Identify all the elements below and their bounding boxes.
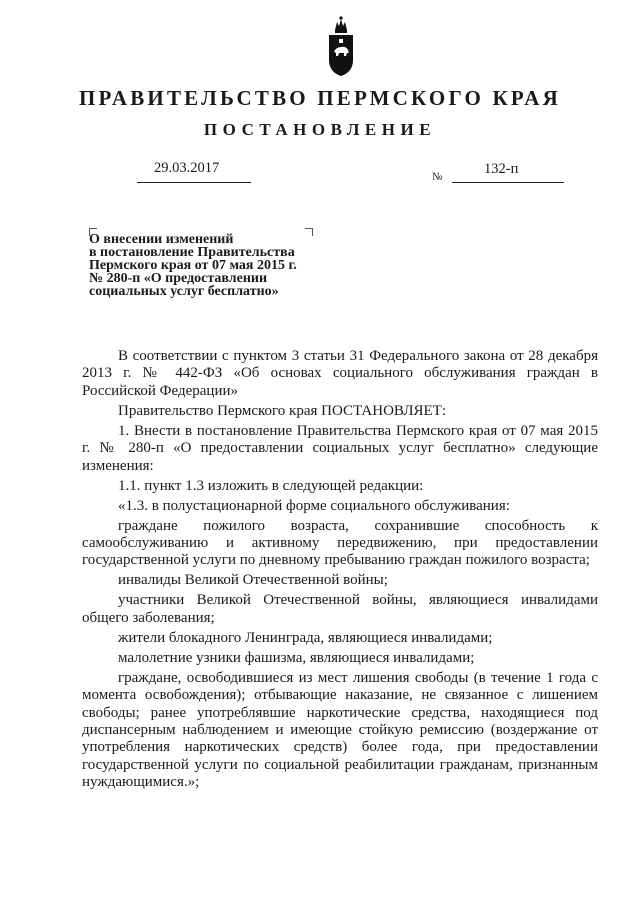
body-paragraph-elderly: граждане пожилого возраста, сохранившие способность к самообслуживанию и активному передвижению, при предоставлении государственной услуги по дневному пребыванию граждан пожилого возраста;	[82, 517, 598, 569]
document-subject	[89, 233, 319, 298]
document-body	[82, 348, 598, 792]
subject-line: Пермского края от 07 мая 2015 г.	[89, 258, 297, 273]
body-paragraph-war-participants: участники Великой Отечественной войны, являющиеся инвалидами общего заболевания;	[82, 592, 598, 626]
body-paragraph-resolution: Правительство Пермского края ПОСТАНОВЛЯЕТ:	[118, 402, 447, 419]
subject-line: № 280-п «О предоставлении	[89, 271, 268, 286]
body-paragraph-item-1-1: 1.1. пункт 1.3 изложить в следующей редакции:	[118, 477, 424, 494]
body-paragraph-quote-start: «1.3. в полустационарной форме социального обслуживания:	[118, 497, 510, 514]
document-number: 132-п	[484, 161, 519, 177]
subject-line: социальных услуг бесплатно»	[89, 284, 279, 299]
number-sign: №	[432, 171, 443, 183]
body-paragraph-war-invalids: инвалиды Великой Отечественной войны;	[118, 572, 388, 589]
organization-title: ПРАВИТЕЛЬСТВО ПЕРМСКОГО КРАЯ	[78, 86, 561, 110]
body-paragraph-leningrad: жители блокадного Ленинграда, являющиеся инвалидами;	[118, 629, 493, 646]
document-number-field	[452, 160, 564, 183]
subject-line: в постановление Правительства	[89, 245, 295, 260]
subject-line: О внесении изменений	[89, 232, 234, 247]
body-paragraph-preamble: В соответствии с пунктом 3 статьи 31 Федерального закона от 28 декабря 2013 г. № 442-ФЗ «Об основах социального обслуживания граждан в Российской Федерации»	[82, 348, 598, 399]
document-date-field	[137, 158, 251, 183]
body-paragraph-item-1: 1. Внести в постановление Правительства Пермского края от 07 мая 2015 г. № 280-п «О предоставлении социальных услуг бесплатно» следующие изменения:	[82, 422, 598, 474]
body-paragraph-prisoners: малолетние узники фашизма, являющиеся инвалидами;	[118, 649, 475, 666]
document-type-heading: ПОСТАНОВЛЕНИЕ	[203, 120, 437, 139]
body-paragraph-rehabilitation: граждане, освободившиеся из мест лишения свободы (в течение 1 года с момента освобождения); отбывающие наказание, не связанное с лишением свободы; ранее употреблявшие наркотические средства, находящиеся под диспансерным наблюдением и имеющие стойкую ремиссию (воздержание от употребления наркотических средств) более года, при предоставлении государственной услуги по социальной реабилитации гражданам, признанным нуждающимися.»;	[82, 669, 598, 791]
document-date: 29.03.2017	[154, 160, 220, 176]
perm-krai-coat-of-arms-icon	[326, 8, 356, 78]
